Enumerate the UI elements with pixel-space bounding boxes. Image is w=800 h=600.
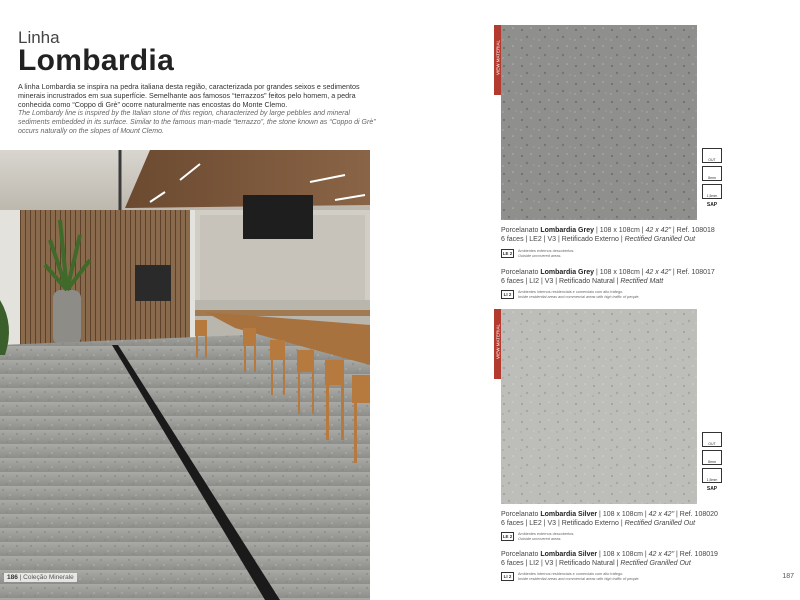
collection-name: Coleção Minerale (23, 574, 74, 581)
swatch-lombardia-grey (501, 25, 697, 220)
usage-li2-silver: LI 2 Ambientes internos residenciais e comerciais com alto tráfego. Inside residential areas and commercial areas with high traffic of people. (501, 572, 718, 581)
usage-le2-grey: LE 2 Ambientes externos descobertos. Outside uncovered areas. (502, 249, 575, 258)
badges-grey (702, 148, 724, 208)
sap-icon: SAP (706, 486, 718, 492)
outdoor-icon: OUT (702, 432, 722, 447)
side-tag-silver: VIEW MATERIAL (494, 309, 501, 379)
outdoor-icon: OUT (702, 148, 722, 163)
sap-icon: SAP (706, 202, 718, 208)
usage-li2-grey: LI 2 Ambientes internos residenciais e comerciais com alto tráfego. Inside residential areas and commercial areas with high traffic of people. (501, 290, 718, 299)
side-tag-grey: VIEW MATERIAL (494, 25, 501, 95)
page-number-right: 187 (782, 573, 794, 580)
ambient-photo (0, 150, 370, 600)
thickness-icon: 8mm (702, 450, 722, 465)
line-label: Linha (18, 28, 60, 47)
product-lombardia-silver-108020: Porcelanato Lombardia Silver | 108 x 108cm | 42 x 42" | Ref. 108020 6 faces | LE2 | V3 | Retificado Externo | Rectified Granilled Out (501, 511, 718, 527)
page-footer-left: 186 | Coleção Minerale (4, 573, 77, 582)
intro-english: The Lombardy line is inspired by the Italian stone of this region, characterized by large pebbles and mineral sediments embedded in its surface. Similar to the famous man-made “terrazzo”, the stone known as “Coppo di Grè” occurs naturally on the slopes of Mount Clemo. (18, 110, 376, 135)
product-lombardia-grey-108017: Porcelanato Lombardia Grey | 108 x 108cm | 42 x 42" | Ref. 108017 6 faces | LI2 | V3 | Retificado Natural | Rectified Matt (501, 269, 715, 285)
joint-icon: 1,5mm (702, 468, 722, 483)
joint-icon: 1,5mm (702, 184, 722, 199)
swatch-lombardia-silver (501, 309, 697, 504)
page-number-left: 186 (7, 574, 18, 581)
thickness-icon: 8mm (702, 166, 722, 181)
intro-portuguese: A linha Lombardia se inspira na pedra italiana desta região, caracterizada por grandes seixos e sedimentos minerais incrustrados em sua superfície. Semelhante aos famosos “terrazzos” feitos pelo homem, a pedra conhecida como “Coppo di Grè” ocorre naturalmente nas encostas do Monte Clemo. (18, 82, 360, 109)
product-lombardia-silver-108019: Porcelanato Lombardia Silver | 108 x 108cm | 42 x 42" | Ref. 108019 6 faces | LI2 | V3 | Retificado Natural | Rectified Granilled Out (501, 551, 718, 567)
product-lombardia-grey-108018: Porcelanato Lombardia Grey | 108 x 108cm | 42 x 42" | Ref. 108018 6 faces | LE2 | V3 | Retificado Externo | Rectified Granilled Out (501, 227, 715, 243)
usage-le2-silver: LE 2 Ambientes externos descobertos. Outside uncovered areas. (502, 532, 575, 541)
badges-silver (702, 432, 724, 492)
page-title: Lombardia (18, 44, 175, 77)
